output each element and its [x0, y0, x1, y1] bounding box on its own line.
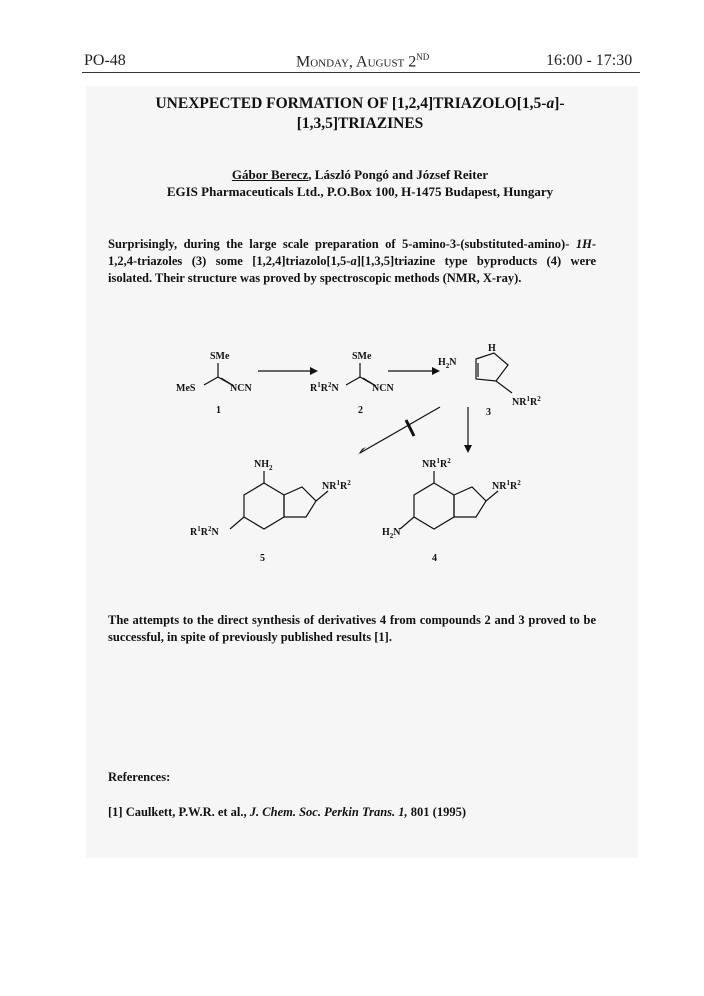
- c4-h2n: [382, 527, 401, 540]
- c3-sub2: 2: [445, 362, 450, 370]
- reference-1: [108, 805, 466, 820]
- c1-ncn: NCN: [230, 383, 252, 394]
- c2-r1: R: [310, 383, 318, 394]
- c4-top-r: R: [439, 459, 448, 470]
- p1-c: -1,2,4-triazoles (3) some [1,2,4]triazolo[1,5-: [108, 237, 596, 268]
- c5-r1: R: [190, 527, 198, 538]
- c2-r1r2n: [310, 381, 339, 394]
- c5-left-sup1: 1: [197, 525, 201, 533]
- c2-sup1: 1: [317, 381, 321, 389]
- c3-nr-sup2: 2: [537, 395, 541, 403]
- c5-nh: NH: [254, 459, 269, 470]
- presenting-author: Gábor Berecz: [231, 167, 309, 182]
- header-rule: [82, 72, 640, 73]
- title-line2: [1,3,5]TRIAZINES: [296, 115, 424, 132]
- c3-n: N: [449, 357, 457, 368]
- c3-number: 3: [486, 407, 491, 418]
- session-code: PO-48: [84, 52, 126, 69]
- c3-nr-text: NR: [512, 397, 527, 408]
- c3-r: R: [529, 397, 538, 408]
- c4-sub2: 2: [389, 532, 394, 540]
- c4-number: 4: [432, 553, 437, 564]
- ref1-authors: [1] Caulkett, P.W.R. et al.,: [108, 805, 250, 819]
- author-block: [100, 166, 620, 200]
- title-line1-a: UNEXPECTED FORMATION OF [1,2,4]TRIAZOLO[1,5-: [155, 95, 547, 112]
- c5-sub2: 2: [269, 464, 273, 472]
- c2-number: 2: [358, 405, 363, 416]
- c5-left-sup2: 2: [207, 525, 212, 533]
- c4-h: H: [382, 527, 390, 538]
- title-line1-b: ]-: [554, 95, 565, 112]
- c5-nr-sup2: 2: [347, 479, 351, 487]
- c3-h: H: [438, 357, 446, 368]
- references-heading: References:: [108, 770, 171, 784]
- c4-top-nr-text: NR: [422, 459, 437, 470]
- session-day-sup: ND: [416, 52, 430, 62]
- c1-number: 1: [216, 405, 221, 416]
- c2-r2: R: [320, 383, 328, 394]
- c4-top-sup1: 1: [436, 457, 440, 465]
- c5-r2: R: [200, 527, 208, 538]
- c5-number: 5: [260, 553, 265, 564]
- c2-ncn: NCN: [372, 383, 394, 394]
- c4-right-r: R: [509, 481, 518, 492]
- p1-b: 1H: [575, 237, 592, 251]
- session-day: [296, 52, 429, 71]
- c5-r1r2n: [190, 525, 219, 538]
- session-time: 16:00 - 17:30: [546, 52, 633, 69]
- c4-right-sup2: 2: [517, 479, 521, 487]
- p1-a: Surprisingly, during the large scale preparation of 5-amino-3-(substituted-amino)-: [108, 237, 570, 251]
- ref1-journal: J. Chem. Soc. Perkin Trans. 1,: [249, 805, 408, 819]
- c4-right-nr-text: NR: [492, 481, 507, 492]
- c2-sme: SMe: [352, 351, 372, 362]
- c4-right-nr: [492, 479, 521, 492]
- ref1-details: 801 (1995): [407, 805, 466, 819]
- title-line1-italic: a: [546, 95, 555, 112]
- c3-nr: [512, 395, 541, 408]
- c3-h2n: [438, 357, 457, 370]
- abstract-paragraph-2: The attempts to the direct synthesis of derivatives 4 from compounds 2 and 3 proved to be successful, in spite of previously published results [1].: [108, 613, 596, 644]
- p1-d: a: [350, 254, 357, 268]
- reaction-scheme: [160, 335, 560, 575]
- c5-nh2: [254, 459, 273, 472]
- c5-nr-text: NR: [322, 481, 337, 492]
- abstract-paragraph-1: [108, 236, 596, 287]
- p1-e: ][1,3,5]triazine type byproducts (4) were isolated. Their structure was proved by spectroscopic methods (NMR, X-ray).: [108, 254, 596, 285]
- c1-mes: MeS: [176, 383, 196, 394]
- co-authors: , László Pongó and József Reiter: [308, 167, 489, 182]
- c3-nh-h: H: [488, 343, 496, 354]
- c2-n: N: [331, 383, 339, 394]
- c4-right-sup1: 1: [506, 479, 510, 487]
- c5-nr-sup1: 1: [336, 479, 340, 487]
- c4-top-sup2: 2: [447, 457, 451, 465]
- c4-top-nr: [422, 457, 451, 470]
- session-day-text: Monday, August 2: [296, 53, 417, 71]
- c5-nr: [322, 479, 351, 492]
- c2-sup2: 2: [327, 381, 332, 389]
- affiliation: EGIS Pharmaceuticals Ltd., P.O.Box 100, H-1475 Budapest, Hungary: [166, 184, 554, 199]
- c3-nr-sup1: 1: [526, 395, 530, 403]
- c4-n: N: [393, 527, 401, 538]
- c1-sme: SMe: [210, 351, 230, 362]
- c5-left-n: N: [211, 527, 219, 538]
- c5-r: R: [339, 481, 348, 492]
- paper-title: [100, 94, 620, 134]
